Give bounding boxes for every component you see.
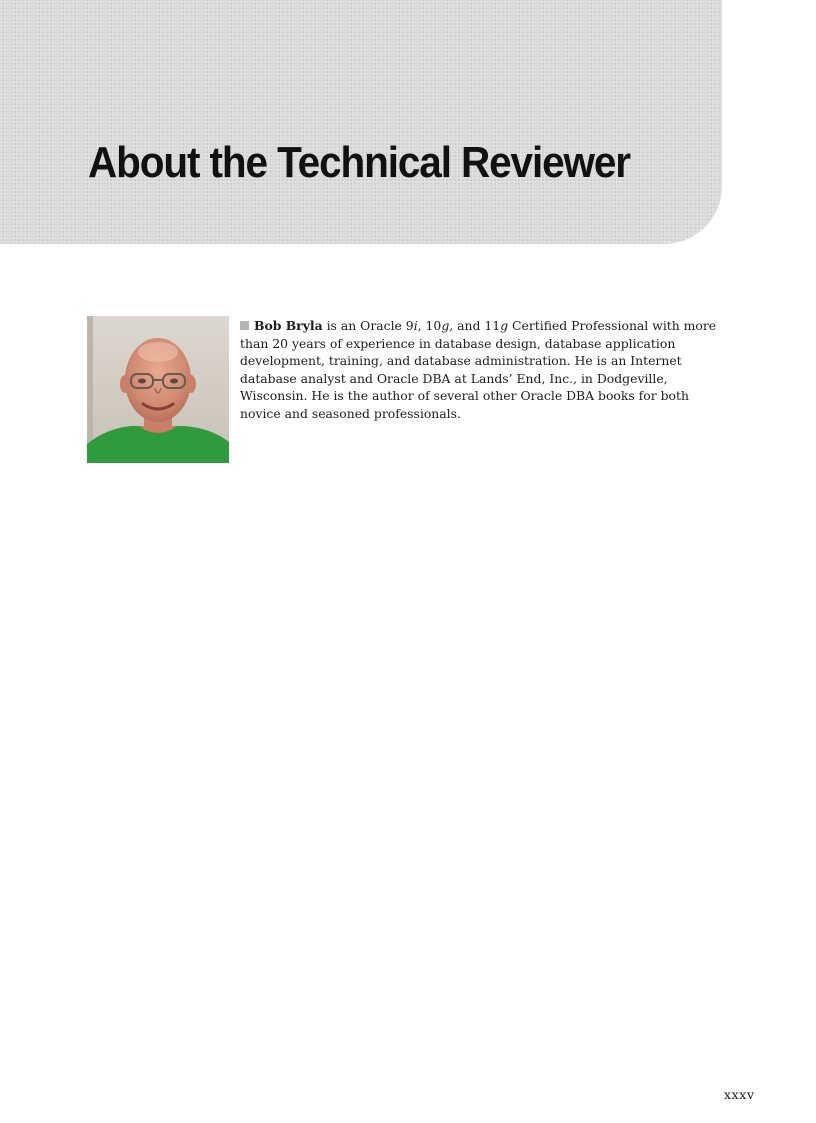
version-suffix-9i: i bbox=[413, 318, 418, 333]
page-title: About the Technical Reviewer bbox=[88, 138, 630, 187]
reviewer-name: Bob Bryla bbox=[254, 318, 323, 333]
header-band bbox=[0, 0, 722, 244]
bio-text-1: is an Oracle 9 bbox=[322, 318, 414, 333]
version-suffix-10g: g bbox=[441, 318, 450, 333]
page-number: xxxv bbox=[724, 1087, 755, 1102]
bio-text-4: Certified Professional with more than 20 years of experience in database design, database application development, training, and database administration. He is an Internet database analyst and Oracle DBA at Lands’ End, Inc., in Dodgeville, Wisconsin. He is the author of several other Oracle DBA books for both novice and seasoned professionals. bbox=[240, 318, 717, 421]
bio-text-2: , 10 bbox=[417, 318, 442, 333]
reviewer-bio bbox=[240, 317, 730, 423]
square-bullet-icon bbox=[240, 321, 249, 330]
bio-text-3: , and 11 bbox=[449, 318, 501, 333]
reviewer-photo bbox=[87, 316, 229, 463]
version-suffix-11g: g bbox=[500, 318, 509, 333]
